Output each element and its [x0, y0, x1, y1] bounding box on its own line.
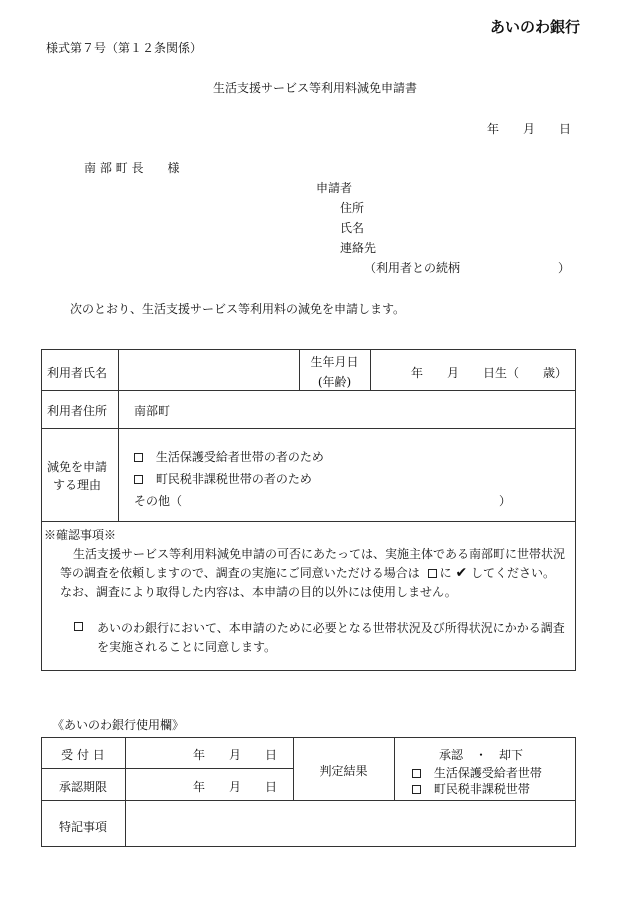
applicant-label: 申請者 [316, 181, 353, 195]
checkbox-sample [428, 569, 437, 578]
addressee: 南 部 町 長 様 [84, 161, 180, 175]
date-line: 年 月 日 [487, 122, 572, 136]
confirmation-heading: ※確認事項※ [44, 528, 117, 542]
user-name-label: 利用者氏名 [47, 366, 108, 380]
reason-option-welfare[interactable] [134, 448, 324, 465]
user-address-label: 利用者住所 [47, 404, 108, 418]
checkbox[interactable] [134, 475, 143, 484]
checkbox[interactable] [74, 622, 83, 631]
confirmation-line-1: 生活支援サービス等利用料減免申請の可否にあたっては、実施主体である南部町に世帯状況 [73, 547, 566, 561]
office-use-heading: 《あいのわ銀行使用欄》 [52, 718, 185, 732]
reason-option-label: 町民税非課税世帯の者のため [155, 472, 312, 486]
reason-label-2: する理由 [53, 478, 102, 492]
receipt-date-value: 年 月 日 [193, 748, 278, 762]
approval-period-value: 年 月 日 [193, 780, 278, 794]
confirmation-line-3: なお、調査により取得した内容は、本申請の目的以外には使用しません。 [60, 585, 457, 599]
applicant-name-label: 氏名 [340, 221, 365, 235]
checkbox[interactable] [412, 785, 421, 794]
remarks-label: 特記事項 [58, 820, 107, 834]
consent-text-1: あいのわ銀行において、本申請のために必要となる世帯状況及び所得状況にかかる調査 [97, 621, 565, 635]
check-mark-icon: ✔ [455, 565, 468, 581]
approval-period-label: 承認期限 [58, 780, 107, 794]
decision-check-welfare[interactable]: 生活保護受給者世帯 [412, 764, 542, 781]
receipt-date-label: 受 付 日 [61, 748, 105, 762]
consent-checkbox[interactable] [74, 619, 86, 633]
applicant-contact-label: 連絡先 [340, 241, 377, 255]
checkbox[interactable] [412, 769, 421, 778]
decision-label: 判定結果 [319, 764, 368, 778]
user-address-value: 南部町 [134, 404, 171, 418]
applicant-address-label: 住所 [340, 201, 365, 215]
intro-text: 次のとおり、生活支援サービス等利用料の減免を申請します。 [70, 302, 406, 316]
form-number: 様式第７号（第１２条関係） [46, 41, 203, 55]
reason-other-close: ） [499, 494, 512, 508]
confirmation-line-2: 等の調査を依頼しますので、調査の実施にご同意いただける場合は に ✔ してください。 [60, 565, 556, 581]
relation-label: （利用者との続柄 [364, 261, 461, 275]
form-title: 生活支援サービス等利用料減免申請書 [213, 81, 418, 95]
relation-close: ） [558, 261, 571, 275]
reason-option-label: 生活保護受給者世帯の者のため [155, 450, 324, 464]
reason-other-label: その他（ [134, 494, 183, 508]
checkbox[interactable] [134, 453, 143, 462]
decision-check-tax-exempt[interactable]: 町民税非課税世帯 [412, 780, 530, 797]
age-label: (年齢) [317, 375, 352, 389]
decision-options: 承認 ・ 却下 [439, 748, 524, 762]
birth-label: 生年月日 [310, 355, 359, 369]
reason-label: 減免を申請 [47, 460, 108, 474]
reason-option-tax-exempt[interactable] [134, 470, 312, 487]
consent-text-2: を実施されることに同意します。 [97, 640, 277, 654]
birth-value: 年 月 日生（ 歳） [411, 366, 568, 380]
bank-name: あいのわ銀行 [490, 18, 581, 36]
